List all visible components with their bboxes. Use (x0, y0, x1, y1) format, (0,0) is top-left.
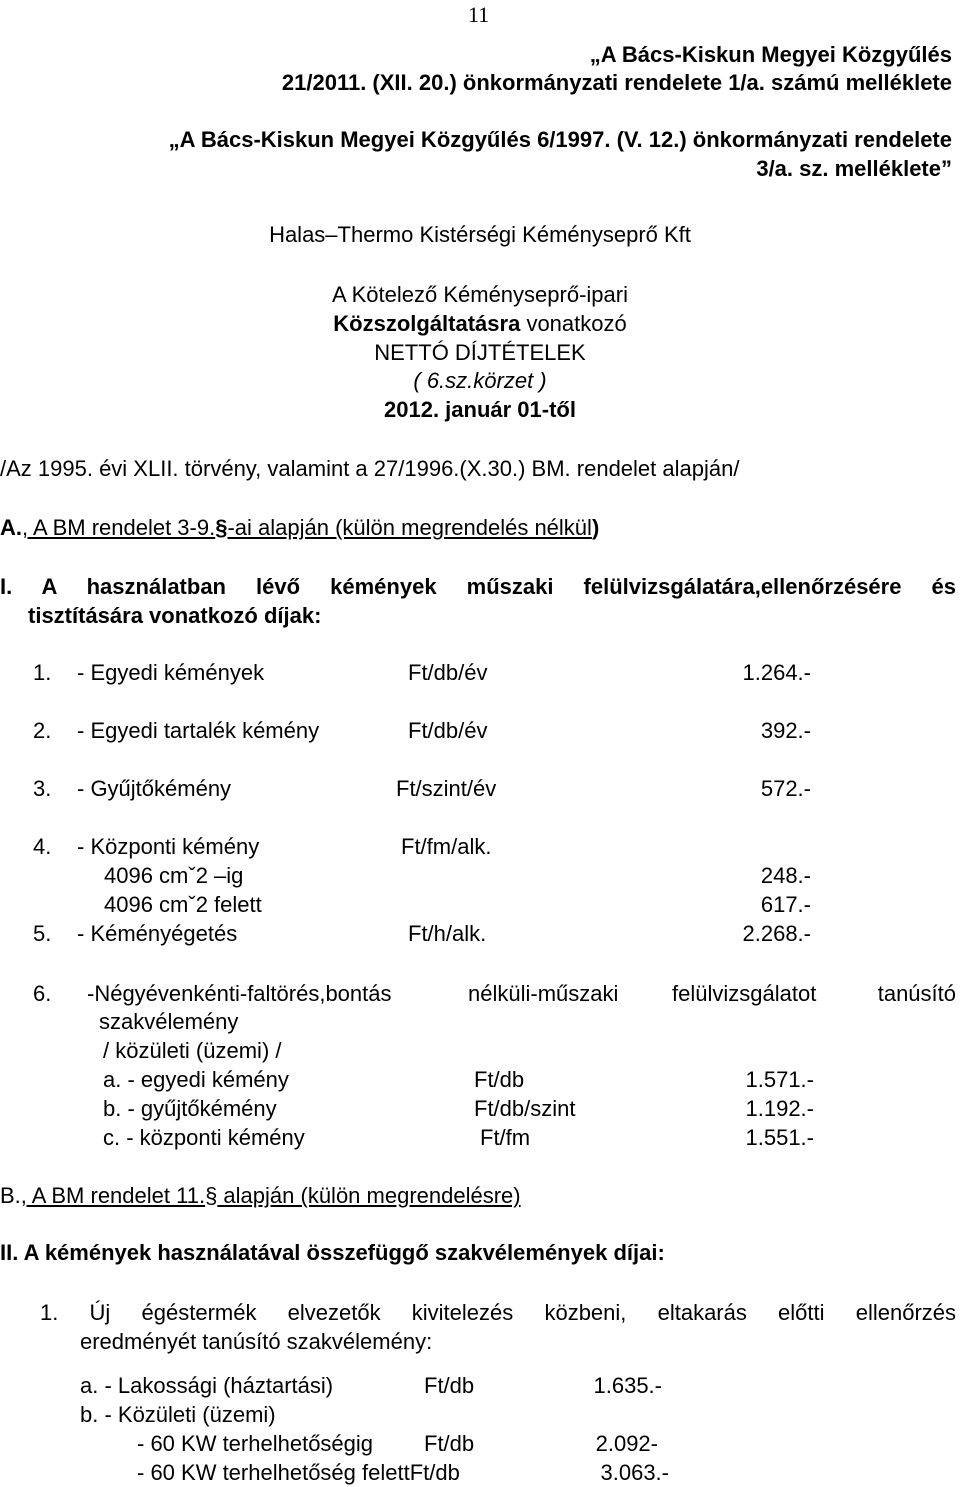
item-6-sub-label: c. - központi kémény (103, 1125, 305, 1150)
title-line-4: ( 6.sz.körzet ) (413, 368, 547, 393)
item-num: 2. (33, 718, 52, 743)
item-6-num: 6. (33, 981, 52, 1006)
item-unit: Ft/db/év (408, 660, 488, 685)
item-6-sub-price: 1.571.- (745, 1067, 814, 1092)
item-price: 617.- (760, 892, 811, 917)
item-price: 392.- (760, 718, 811, 743)
title-line-2 (0, 311, 960, 337)
item-unit: Ft/db/év (408, 718, 488, 743)
title-line-2-bold: Közszolgáltatásra (333, 311, 521, 336)
item-name: - Egyedi tartalék kémény (77, 718, 320, 743)
item-unit: Ft/h/alk. (408, 921, 487, 946)
item-6-sub-price: 1.192.- (745, 1096, 814, 1121)
page-number: 11 (468, 2, 490, 27)
company-name: Halas–Thermo Kistérségi Kéményseprő Kft (269, 222, 691, 247)
item-6-sub-unit: Ft/fm (480, 1125, 531, 1150)
item-6-sub-unit: Ft/db/szint (474, 1096, 576, 1121)
header-line-4: 3/a. sz. melléklete” (756, 156, 952, 181)
ii-item-1-line-1: 1. Új égéstermék elvezetők kivitelezés közbeni, eltakarás előtti ellenőrzés (40, 1300, 956, 1325)
item-num: 5. (33, 921, 52, 946)
item-6-sub-price: 1.551.- (745, 1125, 814, 1150)
item-price: 2.268.- (742, 921, 811, 946)
ii-row-label: - 60 KW terhelhetőségig (137, 1431, 374, 1456)
section-b-heading (0, 1183, 521, 1209)
item-6-word: nélküli-műszaki (468, 981, 619, 1006)
section-b-letter: B. (0, 1183, 21, 1208)
header-line-1: „A Bács-Kiskun Megyei Közgyűlés (589, 42, 952, 67)
item-6-word: -Négyévenkénti-faltörés,bontás (87, 981, 392, 1006)
ii-row-unit: Ft/db (424, 1373, 475, 1398)
ii-row-label: a. - Lakossági (háztartási) (80, 1373, 334, 1398)
ii-row-price: 1.635.- (593, 1373, 662, 1398)
item-6-line-2: szakvélemény (99, 1009, 239, 1034)
title-line-2-rest: vonatkozó (520, 311, 627, 336)
item-6-sub-unit: Ft/db (474, 1067, 525, 1092)
ii-row-label-text: - 60 KW terhelhetőség felett (137, 1460, 410, 1485)
ii-item-1-line-2: eredményét tanúsító szakvélemény: (80, 1329, 433, 1354)
item-price: 1.264.- (742, 660, 811, 685)
item-name: - Gyűjtőkémény (77, 776, 232, 801)
item-6-line-3: / közületi (üzemi) / (103, 1038, 282, 1063)
title-line-1: A Kötelező Kéményseprő-ipari (332, 282, 628, 307)
section-a-close: ) (591, 515, 600, 540)
section-ii-heading: II. A kémények használatával összefüggő szakvélemények díjai: (0, 1240, 665, 1265)
section-b-para: § (205, 1183, 218, 1208)
item-6-word: tanúsító (877, 981, 956, 1006)
item-subname: 4096 cmˇ2 felett (104, 892, 262, 917)
item-6-sub-label: a. - egyedi kémény (103, 1067, 289, 1092)
section-b-tail: alapján (külön megrendelésre) (217, 1183, 521, 1208)
title-line-3: NETTÓ DÍJTÉTELEK (374, 340, 586, 365)
legal-basis: /Az 1995. évi XLII. törvény, valamint a 27/1996.(X.30.) BM. rendelet alapján/ (0, 456, 740, 481)
section-a-heading (0, 515, 599, 541)
item-num: 4. (33, 834, 52, 859)
ii-row-price: 2.092- (595, 1431, 658, 1456)
section-b-text: , A BM rendelet 11. (20, 1183, 206, 1208)
item-num: 1. (33, 660, 52, 685)
section-i-line-1: I. A használatban lévő kémények műszaki felülvizsgálatára,ellenőrzésére és (0, 574, 956, 599)
item-unit: Ft/szint/év (396, 776, 497, 801)
ii-row-label (137, 1460, 460, 1486)
ii-row-price: 3.063.- (600, 1460, 669, 1485)
section-a-tail: -ai alapján (külön megrendelés nélkül (227, 515, 592, 540)
item-price: 248.- (760, 863, 811, 888)
item-num: 3. (33, 776, 52, 801)
title-date: 2012. január 01-től (384, 397, 576, 422)
item-name: - Központi kémény (77, 834, 260, 859)
title-line-5 (0, 397, 960, 423)
item-6-word: felülvizsgálatot (672, 981, 817, 1006)
ii-row-label: b. - Közületi (üzemi) (80, 1402, 276, 1427)
item-subname: 4096 cmˇ2 –ig (104, 863, 244, 888)
header-line-3: „A Bács-Kiskun Megyei Közgyűlés 6/1997. (V. 12.) önkormányzati rendelete (168, 127, 952, 152)
item-name: - Kéményégetés (77, 921, 238, 946)
section-a-para: § (215, 515, 228, 540)
item-price: 572.- (760, 776, 811, 801)
section-a-letter: A. (0, 515, 22, 540)
section-i-line-2: tisztítására vonatkozó díjak: (28, 603, 322, 628)
item-unit: Ft/fm/alk. (401, 834, 492, 859)
item-6-sub-label: b. - gyűjtőkémény (103, 1096, 277, 1121)
item-name: - Egyedi kémények (77, 660, 265, 685)
ii-row-unit: Ft/db (424, 1431, 475, 1456)
section-a-text: , A BM rendelet 3-9. (22, 515, 216, 540)
header-line-2: 21/2011. (XII. 20.) önkormányzati rendelete 1/a. számú melléklete (281, 70, 952, 95)
ii-row-unit: Ft/db (409, 1460, 460, 1485)
